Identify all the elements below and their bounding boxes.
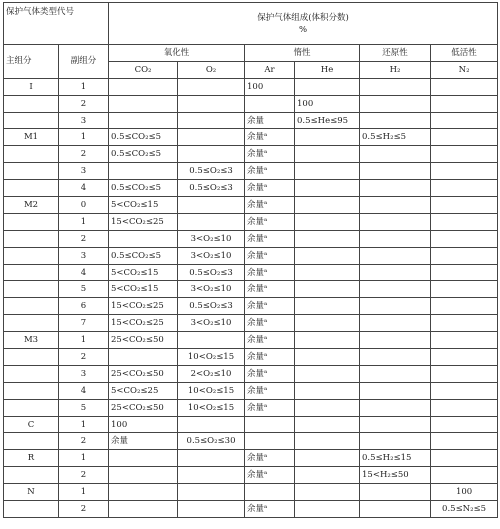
he-cell	[295, 484, 360, 501]
n2-cell	[431, 416, 498, 433]
co2-cell: 0.5≤CO₂≤5	[109, 146, 178, 163]
h2-cell	[360, 484, 431, 501]
he-cell	[295, 416, 360, 433]
main-group-cell	[4, 298, 59, 315]
gas-ar-header: Ar	[245, 61, 295, 78]
co2-cell: 5<CO₂≤15	[109, 197, 178, 214]
he-cell	[295, 78, 360, 95]
h2-cell	[360, 264, 431, 281]
gas-composition-table	[3, 2, 498, 518]
main-group-cell: M1	[4, 129, 59, 146]
o2-cell: 0.5≤O₂≤3	[178, 298, 245, 315]
he-cell	[295, 501, 360, 518]
o2-cell	[178, 95, 245, 112]
sub-group-header: 副组分	[59, 45, 109, 79]
ar-cell: 余量ᵃ	[245, 450, 295, 467]
sub-group-cell: 1	[59, 129, 109, 146]
sub-group-cell: 6	[59, 298, 109, 315]
h2-cell: 0.5≤H₂≤5	[360, 129, 431, 146]
n2-cell	[431, 112, 498, 129]
o2-cell	[178, 484, 245, 501]
sub-group-cell: 2	[59, 433, 109, 450]
co2-cell: 15<CO₂≤25	[109, 213, 178, 230]
ar-cell: 余量ᵃ	[245, 264, 295, 281]
gas-n2-header: N₂	[431, 61, 498, 78]
h2-cell	[360, 112, 431, 129]
table-row	[4, 332, 498, 349]
o2-cell	[178, 450, 245, 467]
h2-cell	[360, 501, 431, 518]
h2-cell	[360, 146, 431, 163]
gas-composition-table-wrapper	[3, 2, 498, 518]
ar-cell: 100	[245, 78, 295, 95]
n2-cell	[431, 450, 498, 467]
he-cell	[295, 281, 360, 298]
ar-cell: 余量ᵃ	[245, 281, 295, 298]
h2-cell	[360, 78, 431, 95]
co2-cell: 5<CO₂≤25	[109, 382, 178, 399]
table-row	[4, 146, 498, 163]
h2-cell	[360, 213, 431, 230]
o2-cell: 0.5≤O₂≤3	[178, 264, 245, 281]
ar-cell: 余量ᵃ	[245, 180, 295, 197]
ar-cell: 余量ᵃ	[245, 315, 295, 332]
co2-cell: 5<CO₂≤15	[109, 281, 178, 298]
sub-group-cell: 2	[59, 146, 109, 163]
h2-cell	[360, 332, 431, 349]
h2-cell	[360, 95, 431, 112]
he-cell	[295, 349, 360, 366]
sub-group-cell: 0	[59, 197, 109, 214]
table-row	[4, 433, 498, 450]
gas-co2-header: CO₂	[109, 61, 178, 78]
o2-cell	[178, 501, 245, 518]
ar-cell	[245, 484, 295, 501]
ar-cell: 余量ᵃ	[245, 467, 295, 484]
he-cell	[295, 213, 360, 230]
h2-cell: 0.5≤H₂≤15	[360, 450, 431, 467]
n2-cell	[431, 264, 498, 281]
o2-cell: 3<O₂≤10	[178, 281, 245, 298]
n2-cell	[431, 382, 498, 399]
sub-group-cell: 1	[59, 450, 109, 467]
table-row	[4, 230, 498, 247]
main-group-cell	[4, 146, 59, 163]
table-row	[4, 95, 498, 112]
main-group-cell	[4, 264, 59, 281]
h2-cell	[360, 298, 431, 315]
o2-cell	[178, 467, 245, 484]
co2-cell: 100	[109, 416, 178, 433]
ar-cell: 余量ᵃ	[245, 298, 295, 315]
table-row	[4, 315, 498, 332]
table-row	[4, 501, 498, 518]
sub-group-cell: 3	[59, 365, 109, 382]
sub-group-cell: 3	[59, 247, 109, 264]
n2-cell	[431, 315, 498, 332]
he-cell	[295, 264, 360, 281]
ar-cell: 余量ᵃ	[245, 365, 295, 382]
ar-cell: 余量ᵃ	[245, 501, 295, 518]
he-cell	[295, 399, 360, 416]
o2-cell	[178, 213, 245, 230]
table-row	[4, 298, 498, 315]
sub-group-cell: 2	[59, 349, 109, 366]
n2-cell	[431, 197, 498, 214]
he-cell	[295, 163, 360, 180]
n2-cell	[431, 146, 498, 163]
he-cell	[295, 146, 360, 163]
composition-header	[109, 3, 498, 45]
main-group-cell	[4, 365, 59, 382]
co2-cell	[109, 467, 178, 484]
ar-cell: 余量ᵃ	[245, 146, 295, 163]
n2-cell	[431, 399, 498, 416]
main-group-cell: R	[4, 450, 59, 467]
n2-cell	[431, 365, 498, 382]
co2-cell	[109, 484, 178, 501]
he-cell	[295, 382, 360, 399]
ar-cell: 余量	[245, 112, 295, 129]
h2-cell	[360, 163, 431, 180]
co2-cell	[109, 112, 178, 129]
o2-cell: 0.5≤O₂≤30	[178, 433, 245, 450]
co2-cell: 25<CO₂≤50	[109, 365, 178, 382]
table-row	[4, 467, 498, 484]
he-cell	[295, 433, 360, 450]
n2-cell	[431, 349, 498, 366]
sub-group-cell: 2	[59, 230, 109, 247]
category-oxidizing: 氧化性	[109, 45, 245, 62]
o2-cell: 10<O₂≤15	[178, 382, 245, 399]
table-row	[4, 416, 498, 433]
o2-cell	[178, 112, 245, 129]
n2-cell	[431, 230, 498, 247]
sub-group-cell: 7	[59, 315, 109, 332]
table-row	[4, 349, 498, 366]
o2-cell: 3<O₂≤10	[178, 315, 245, 332]
co2-cell: 0.5≤CO₂≤5	[109, 180, 178, 197]
co2-cell: 余量	[109, 433, 178, 450]
sub-group-cell: 3	[59, 112, 109, 129]
main-group-cell	[4, 399, 59, 416]
n2-cell	[431, 433, 498, 450]
main-group-cell	[4, 467, 59, 484]
h2-cell	[360, 315, 431, 332]
he-cell	[295, 332, 360, 349]
n2-cell	[431, 247, 498, 264]
co2-cell: 15<CO₂≤25	[109, 298, 178, 315]
ar-cell: 余量ᵃ	[245, 213, 295, 230]
o2-cell: 0.5≤O₂≤3	[178, 163, 245, 180]
table-row	[4, 78, 498, 95]
he-cell	[295, 467, 360, 484]
n2-cell: 100	[431, 484, 498, 501]
main-group-cell	[4, 163, 59, 180]
category-inert: 惰性	[245, 45, 360, 62]
ar-cell: 余量ᵃ	[245, 129, 295, 146]
main-group-cell: I	[4, 78, 59, 95]
table-row	[4, 450, 498, 467]
table-row	[4, 281, 498, 298]
type-code-header: 保护气体类型代号	[4, 3, 109, 45]
ar-cell: 余量ᵃ	[245, 382, 295, 399]
main-group-cell	[4, 230, 59, 247]
co2-cell	[109, 501, 178, 518]
sub-group-cell: 1	[59, 78, 109, 95]
o2-cell: 10<O₂≤15	[178, 349, 245, 366]
main-group-cell	[4, 213, 59, 230]
table-row	[4, 382, 498, 399]
main-group-cell	[4, 112, 59, 129]
table-row	[4, 163, 498, 180]
sub-group-cell: 2	[59, 467, 109, 484]
ar-cell: 余量ᵃ	[245, 163, 295, 180]
o2-cell	[178, 197, 245, 214]
sub-group-cell: 4	[59, 264, 109, 281]
o2-cell	[178, 416, 245, 433]
o2-cell	[178, 146, 245, 163]
n2-cell	[431, 281, 498, 298]
co2-cell: 0.5≤CO₂≤5	[109, 129, 178, 146]
ar-cell: 余量ᵃ	[245, 399, 295, 416]
sub-group-cell: 1	[59, 484, 109, 501]
o2-cell: 2<O₂≤10	[178, 365, 245, 382]
n2-cell	[431, 298, 498, 315]
co2-cell	[109, 349, 178, 366]
co2-cell	[109, 78, 178, 95]
main-group-cell	[4, 349, 59, 366]
sub-group-cell: 2	[59, 501, 109, 518]
table-row	[4, 247, 498, 264]
co2-cell	[109, 95, 178, 112]
main-group-cell: N	[4, 484, 59, 501]
he-cell	[295, 298, 360, 315]
category-low-activity: 低活性	[431, 45, 498, 62]
category-reducing: 还原性	[360, 45, 431, 62]
table-row	[4, 484, 498, 501]
he-cell	[295, 315, 360, 332]
n2-cell	[431, 467, 498, 484]
o2-cell	[178, 332, 245, 349]
sub-group-cell: 3	[59, 163, 109, 180]
he-cell	[295, 450, 360, 467]
ar-cell	[245, 416, 295, 433]
sub-group-cell: 1	[59, 416, 109, 433]
o2-cell	[178, 129, 245, 146]
he-cell: 0.5≤He≤95	[295, 112, 360, 129]
co2-cell	[109, 450, 178, 467]
o2-cell: 3<O₂≤10	[178, 247, 245, 264]
ar-cell: 余量ᵃ	[245, 349, 295, 366]
sub-group-cell: 5	[59, 281, 109, 298]
table-row	[4, 213, 498, 230]
o2-cell: 10<O₂≤15	[178, 399, 245, 416]
co2-cell: 25<CO₂≤50	[109, 332, 178, 349]
he-cell	[295, 197, 360, 214]
h2-cell	[360, 180, 431, 197]
co2-cell: 25<CO₂≤50	[109, 399, 178, 416]
main-group-cell	[4, 95, 59, 112]
h2-cell	[360, 382, 431, 399]
h2-cell	[360, 197, 431, 214]
he-cell: 100	[295, 95, 360, 112]
he-cell	[295, 365, 360, 382]
main-group-cell	[4, 433, 59, 450]
h2-cell	[360, 281, 431, 298]
main-group-cell	[4, 501, 59, 518]
h2-cell	[360, 365, 431, 382]
sub-group-cell: 4	[59, 180, 109, 197]
main-group-cell	[4, 382, 59, 399]
table-row	[4, 365, 498, 382]
co2-cell: 5<CO₂≤15	[109, 264, 178, 281]
n2-cell	[431, 163, 498, 180]
ar-cell	[245, 95, 295, 112]
table-row	[4, 129, 498, 146]
table-body	[4, 78, 498, 517]
n2-cell: 0.5≤N₂≤5	[431, 501, 498, 518]
he-cell	[295, 129, 360, 146]
ar-cell: 余量ᵃ	[245, 332, 295, 349]
main-group-header: 主组分	[4, 45, 59, 79]
main-group-cell	[4, 247, 59, 264]
main-group-cell: M2	[4, 197, 59, 214]
table-row	[4, 399, 498, 416]
sub-group-cell: 1	[59, 332, 109, 349]
table-row	[4, 264, 498, 281]
n2-cell	[431, 95, 498, 112]
n2-cell	[431, 213, 498, 230]
sub-group-cell: 1	[59, 213, 109, 230]
he-cell	[295, 180, 360, 197]
he-cell	[295, 230, 360, 247]
sub-group-cell: 2	[59, 95, 109, 112]
h2-cell: 15<H₂≤50	[360, 467, 431, 484]
sub-group-cell: 5	[59, 399, 109, 416]
ar-cell	[245, 433, 295, 450]
gas-he-header: He	[295, 61, 360, 78]
table-row	[4, 197, 498, 214]
n2-cell	[431, 332, 498, 349]
n2-cell	[431, 180, 498, 197]
table-row	[4, 112, 498, 129]
o2-cell: 0.5≤O₂≤3	[178, 180, 245, 197]
n2-cell	[431, 78, 498, 95]
n2-cell	[431, 129, 498, 146]
composition-title: 保护气体组成(体积分数)	[257, 12, 349, 23]
he-cell	[295, 247, 360, 264]
h2-cell	[360, 399, 431, 416]
o2-cell	[178, 78, 245, 95]
h2-cell	[360, 433, 431, 450]
co2-cell	[109, 163, 178, 180]
co2-cell	[109, 230, 178, 247]
main-group-cell: C	[4, 416, 59, 433]
h2-cell	[360, 349, 431, 366]
h2-cell	[360, 247, 431, 264]
main-group-cell	[4, 315, 59, 332]
table-row	[4, 180, 498, 197]
main-group-cell	[4, 281, 59, 298]
o2-cell: 3<O₂≤10	[178, 230, 245, 247]
co2-cell: 15<CO₂≤25	[109, 315, 178, 332]
h2-cell	[360, 230, 431, 247]
main-group-cell: M3	[4, 332, 59, 349]
main-group-cell	[4, 180, 59, 197]
gas-h2-header: H₂	[360, 61, 431, 78]
gas-o2-header: O₂	[178, 61, 245, 78]
composition-unit: %	[299, 24, 308, 35]
sub-group-cell: 4	[59, 382, 109, 399]
ar-cell: 余量ᵃ	[245, 230, 295, 247]
h2-cell	[360, 416, 431, 433]
ar-cell: 余量ᵃ	[245, 197, 295, 214]
ar-cell: 余量ᵃ	[245, 247, 295, 264]
co2-cell: 0.5≤CO₂≤5	[109, 247, 178, 264]
